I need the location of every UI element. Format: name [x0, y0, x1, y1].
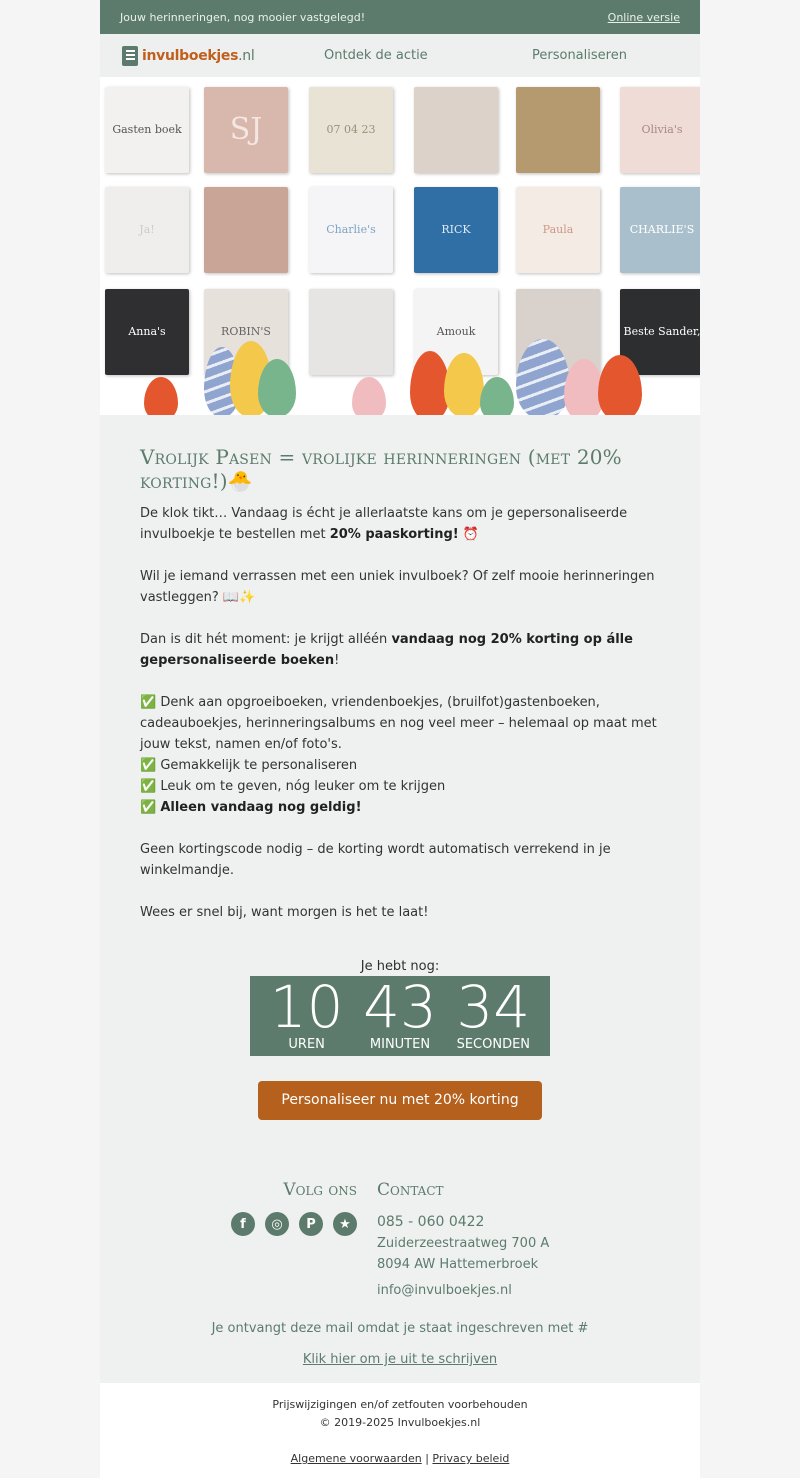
brand-logo[interactable]: [122, 46, 282, 66]
nav-link-actie[interactable]: Ontdek de actie: [324, 48, 428, 63]
follow-title: Volg ons: [283, 1180, 357, 1200]
nav-link-personaliseren[interactable]: Personaliseren: [532, 48, 627, 63]
book-cover-title: ROBIN'S: [221, 325, 271, 339]
contact-email[interactable]: info@invulboekjes.nl: [376, 1283, 512, 1298]
book-cover: [309, 87, 393, 173]
contact-address-line2: 8094 AW Hattemerbroek: [376, 1257, 539, 1272]
subscription-notice: Je ontvangt deze mail omdat je staat ingeschreven met #: [211, 1321, 589, 1336]
nav-bar: [100, 34, 700, 77]
egg-green-2: [480, 377, 514, 415]
no-code-paragraph: Geen kortingscode nodig – de korting wordt automatisch verrekend in je winkelmandje.: [140, 842, 611, 878]
book-cover-title: Charlie's: [326, 223, 376, 237]
book-cover: [204, 87, 288, 173]
privacy-link[interactable]: Privacy beleid: [432, 1452, 510, 1465]
countdown-seconds: 34 SECONDEN: [456, 973, 531, 1052]
legal-links: [100, 1450, 700, 1468]
unsubscribe-link[interactable]: Klik hier om je uit te schrijven: [302, 1352, 498, 1367]
pinterest-icon[interactable]: P: [299, 1212, 323, 1236]
book-cover-title: SJ: [229, 112, 263, 147]
follow-section: [140, 1180, 377, 1301]
countdown-hours: 10 UREN: [269, 973, 344, 1052]
book-cover: [516, 87, 600, 173]
hurry-paragraph: Wees er snel bij, want morgen is het te laat!: [140, 905, 429, 920]
book-cover: [204, 187, 288, 273]
copyright: © 2019-2025 Invulboekjes.nl: [319, 1416, 481, 1429]
main-content: [100, 415, 700, 1383]
personalize-button[interactable]: Personaliseer nu met 20% korting: [258, 1081, 542, 1120]
bullet-item: ✅ Denk aan opgroeiboeken, vriendenboekjes, (bruilfot)gastenboeken, cadeauboekjes, herinneringsalbums en nog veel meer – helemaal op maat met jouw tekst, namen en/of foto's.: [140, 695, 657, 752]
contact-address-line1: Zuiderzeestraatweg 700 A: [376, 1236, 550, 1251]
link-separator: |: [425, 1452, 429, 1465]
instagram-icon[interactable]: ◎: [265, 1212, 289, 1236]
contact-title: Contact: [376, 1180, 444, 1200]
book-cover-title: Beste Sander,: [623, 325, 700, 339]
countdown-label: Je hebt nog:: [360, 959, 440, 974]
countdown-minutes: 43 MINUTEN: [363, 973, 437, 1052]
contact-phone[interactable]: 085 - 060 0422: [376, 1214, 485, 1230]
terms-link[interactable]: Algemene voorwaarden: [290, 1452, 422, 1465]
egg-pink: [352, 377, 386, 415]
headline: Vrolijk Pasen = vrolijke herinneringen (met 20% korting!)🐣: [140, 445, 622, 493]
contact-section: [377, 1180, 660, 1301]
facebook-icon[interactable]: f: [231, 1212, 255, 1236]
intro-paragraph: De klok tikt… Vandaag is écht je allerlaatste kans om je gepersonaliseerde invulboekje te bestellen met 20% paaskorting! ⏰: [140, 506, 628, 542]
book-cover: [105, 187, 189, 273]
legal-footer: [100, 1383, 700, 1478]
brand-name: invulboekjes.nl: [142, 47, 255, 64]
check-icon: ✅: [140, 800, 157, 815]
book-icon: [122, 46, 138, 66]
offer-paragraph: Dan is dit hét moment: je krijgt alléén vandaag nog 20% korting op álle gepersonaliseerde boeken!: [140, 632, 633, 668]
book-cover-title: RICK: [441, 223, 471, 237]
tagline: Jouw herinneringen, nog mooier vastgelegd!: [120, 10, 366, 24]
book-cover-title: Olivia's: [641, 123, 683, 137]
online-version-link[interactable]: Online versie: [607, 10, 680, 24]
bullet-item: ✅ Alleen vandaag nog geldig!: [140, 800, 362, 815]
egg-orange: [144, 377, 178, 415]
book-cover-title: Amouk: [436, 325, 476, 339]
book-cover-title: Ja!: [139, 223, 155, 237]
book-cover: [309, 187, 393, 273]
bullet-item: ✅ Gemakkelijk te personaliseren: [140, 758, 358, 773]
book-cover: [105, 87, 189, 173]
bullet-item: ✅ Leuk om te geven, nóg leuker om te krijgen: [140, 779, 446, 794]
book-cover: [620, 87, 700, 173]
book-cover: [414, 87, 498, 173]
book-cover: [309, 289, 393, 375]
book-cover-title: Anna's: [128, 325, 166, 339]
book-cover: [105, 289, 189, 375]
top-bar: [100, 0, 700, 34]
book-cover-title: Paula: [542, 223, 574, 237]
disclaimer: Prijswijzigingen en/of zetfouten voorbehouden: [272, 1398, 528, 1411]
book-cover-title: 07 04 23: [326, 123, 376, 137]
footer-columns: [140, 1180, 660, 1301]
countdown-timer: [250, 973, 550, 1056]
email-container: [100, 0, 700, 1478]
book-cover: [516, 187, 600, 273]
book-cover: [414, 187, 498, 273]
social-icons: [140, 1212, 357, 1236]
hero-banner[interactable]: [100, 77, 700, 415]
book-cover-title: CHARLIE'S: [629, 223, 695, 237]
book-cover-title: Gasten boek: [112, 123, 182, 137]
surprise-paragraph: Wil je iemand verrassen met een uniek invulboek? Of zelf mooie herinneringen vastleggen? 📖✨: [140, 569, 655, 605]
review-star-icon[interactable]: ★: [333, 1212, 357, 1236]
book-cover: [620, 187, 700, 273]
egg-green: [258, 359, 296, 415]
